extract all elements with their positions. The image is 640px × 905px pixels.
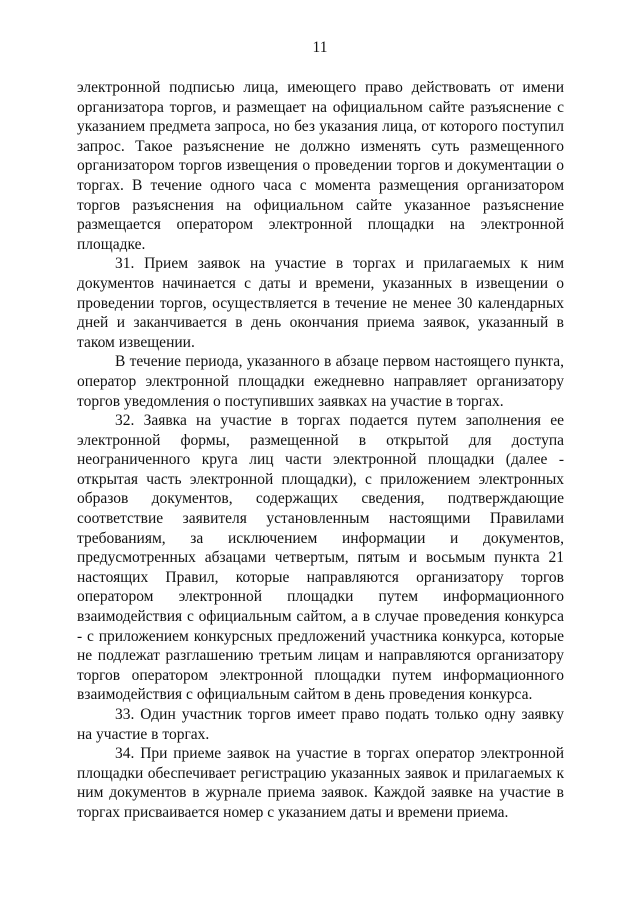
paragraph-item-32: 32. Заявка на участие в торгах подается путем заполнения ее электронной формы, размещенной в открытой для доступа неограниченного круга лиц части электронной площадки (далее - открытая часть электронной площадки), с приложением электронных образов документов, содержащих сведения, подтверждающие соответствие заявителя установленным настоящими Правилами требованиям, за исключением информации и документов, предусмотренных абзацами четвертым, пятым и восьмым пункта 21 настоящих Правил, которые направляются организатору торгов оператором электронной площадки путем информационного взаимодействия с официальным сайтом, а в случае проведения конкурса - с приложением конкурсных предложений участника конкурса, которые не подлежат разглашению третьим лицам и направляются организатору торгов оператором электронной площадки путем информационного взаимодействия с официальным сайтом в день проведения конкурса. — [77, 412, 564, 704]
paragraph-item-31-period: В течение периода, указанного в абзаце первом настоящего пункта, оператор электронной площадки ежедневно направляет организатору торгов уведомления о поступивших заявках на участие в торгах. — [77, 353, 564, 410]
paragraph-item-31: 31. Прием заявок на участие в торгах и прилагаемых к ним документов начинается с даты и времени, указанных в извещении о проведении торгов, осуществляется в течение не менее 30 календарных дней и заканчивается в день окончания приема заявок, указанный в таком извещении. — [77, 255, 564, 351]
document-body — [77, 78, 564, 823]
paragraph-item-33: 33. Один участник торгов имеет право подать только одну заявку на участие в торгах. — [77, 706, 564, 743]
paragraph-continued: электронной подписью лица, имеющего право действовать от имени организатора торгов, и размещает на официальном сайте разъяснение с указанием предмета запроса, но без указания лица, от которого поступил запрос. Такое разъяснение не должно изменять суть размещенного организатором торгов извещения о проведении торгов и документации о торгах. В течение одного часа с момента размещения организатором торгов разъяснения на официальном сайте указанное разъяснение размещается оператором электронной площадки на электронной площадке. — [77, 79, 564, 253]
paragraph-item-34: 34. При приеме заявок на участие в торгах оператор электронной площадки обеспечивает регистрацию указанных заявок и прилагаемых к ним документов в журнале приема заявок. Каждой заявке на участие в торгах присваивается номер с указанием даты и времени приема. — [77, 745, 564, 821]
page-number: 11 — [312, 39, 328, 56]
